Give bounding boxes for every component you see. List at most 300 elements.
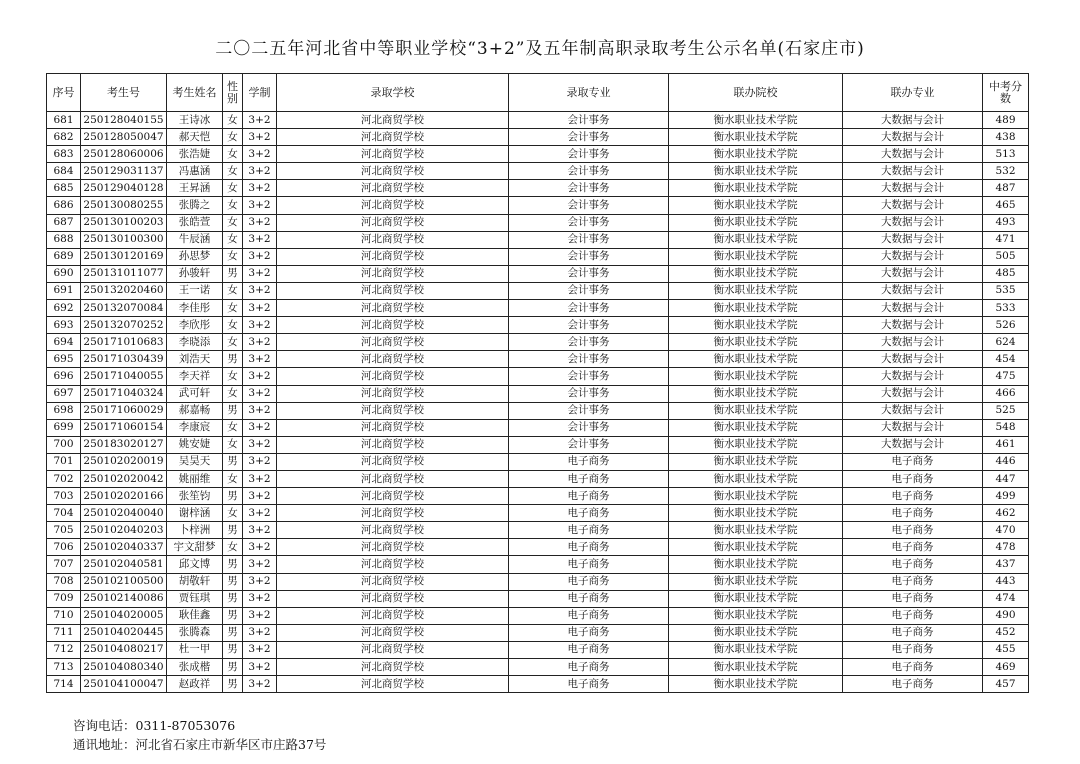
cell-score: 526 [983, 317, 1029, 334]
cell-exam-id: 250104020445 [81, 624, 167, 641]
cell-score: 478 [983, 539, 1029, 556]
cell-name: 张腾之 [167, 197, 223, 214]
cell-program: 3+2 [243, 676, 277, 693]
table-row [47, 146, 1029, 163]
cell-major: 会计事务 [509, 248, 669, 265]
cell-name: 张皓萱 [167, 214, 223, 231]
cell-gender: 男 [223, 556, 243, 573]
cell-index: 691 [47, 282, 81, 299]
cell-partner-major: 电子商务 [843, 607, 983, 624]
table-row [47, 385, 1029, 402]
cell-index: 684 [47, 163, 81, 180]
cell-name: 姚丽维 [167, 470, 223, 487]
cell-name: 宇文甜梦 [167, 539, 223, 556]
table-row [47, 522, 1029, 539]
cell-gender: 女 [223, 539, 243, 556]
cell-program: 3+2 [243, 197, 277, 214]
cell-partner-major: 电子商务 [843, 470, 983, 487]
cell-index: 700 [47, 436, 81, 453]
cell-program: 3+2 [243, 505, 277, 522]
cell-partner-college: 衡水职业技术学院 [669, 522, 843, 539]
table-row [47, 214, 1029, 231]
cell-index: 706 [47, 539, 81, 556]
cell-partner-college: 衡水职业技术学院 [669, 659, 843, 676]
cell-program: 3+2 [243, 470, 277, 487]
cell-program: 3+2 [243, 351, 277, 368]
cell-index: 704 [47, 505, 81, 522]
cell-name: 李佳彤 [167, 300, 223, 317]
cell-program: 3+2 [243, 129, 277, 146]
cell-name: 张腾森 [167, 624, 223, 641]
cell-index: 682 [47, 129, 81, 146]
cell-exam-id: 250104080340 [81, 659, 167, 676]
table-header-row [47, 74, 1029, 112]
table-row [47, 641, 1029, 658]
table-row [47, 300, 1029, 317]
col-header-partner-college: 联办院校 [669, 74, 843, 112]
cell-school: 河北商贸学校 [277, 436, 509, 453]
cell-index: 711 [47, 624, 81, 641]
cell-name: 王昇涵 [167, 180, 223, 197]
cell-partner-college: 衡水职业技术学院 [669, 129, 843, 146]
cell-partner-college: 衡水职业技术学院 [669, 539, 843, 556]
cell-exam-id: 250183020127 [81, 436, 167, 453]
cell-name: 耿佳鑫 [167, 607, 223, 624]
cell-partner-college: 衡水职业技术学院 [669, 505, 843, 522]
table-row [47, 248, 1029, 265]
cell-partner-major: 大数据与会计 [843, 163, 983, 180]
cell-gender: 女 [223, 214, 243, 231]
cell-major: 会计事务 [509, 163, 669, 180]
cell-partner-major: 电子商务 [843, 505, 983, 522]
cell-school: 河北商贸学校 [277, 522, 509, 539]
cell-program: 3+2 [243, 453, 277, 470]
cell-score: 454 [983, 351, 1029, 368]
table-row [47, 470, 1029, 487]
cell-school: 河北商贸学校 [277, 659, 509, 676]
cell-partner-college: 衡水职业技术学院 [669, 590, 843, 607]
cell-index: 687 [47, 214, 81, 231]
cell-index: 690 [47, 265, 81, 282]
table-row [47, 351, 1029, 368]
cell-program: 3+2 [243, 248, 277, 265]
cell-partner-college: 衡水职业技术学院 [669, 607, 843, 624]
cell-score: 447 [983, 470, 1029, 487]
col-header-gender: 性别 [223, 74, 243, 112]
cell-school: 河北商贸学校 [277, 539, 509, 556]
cell-name: 贾钰琪 [167, 590, 223, 607]
cell-partner-college: 衡水职业技术学院 [669, 402, 843, 419]
cell-score: 489 [983, 112, 1029, 129]
cell-school: 河北商贸学校 [277, 282, 509, 299]
cell-score: 505 [983, 248, 1029, 265]
cell-exam-id: 250130120169 [81, 248, 167, 265]
cell-school: 河北商贸学校 [277, 214, 509, 231]
cell-score: 533 [983, 300, 1029, 317]
cell-score: 438 [983, 129, 1029, 146]
cell-gender: 女 [223, 248, 243, 265]
table-row [47, 197, 1029, 214]
cell-gender: 女 [223, 180, 243, 197]
cell-gender: 女 [223, 436, 243, 453]
cell-index: 699 [47, 419, 81, 436]
cell-name: 孙骏轩 [167, 265, 223, 282]
cell-school: 河北商贸学校 [277, 351, 509, 368]
cell-partner-college: 衡水职业技术学院 [669, 112, 843, 129]
cell-partner-college: 衡水职业技术学院 [669, 368, 843, 385]
cell-major: 电子商务 [509, 522, 669, 539]
cell-major: 会计事务 [509, 385, 669, 402]
cell-name: 刘浩天 [167, 351, 223, 368]
cell-major: 会计事务 [509, 436, 669, 453]
table-row [47, 317, 1029, 334]
cell-program: 3+2 [243, 112, 277, 129]
cell-partner-major: 电子商务 [843, 539, 983, 556]
cell-partner-major: 电子商务 [843, 453, 983, 470]
cell-major: 电子商务 [509, 676, 669, 693]
cell-partner-major: 大数据与会计 [843, 334, 983, 351]
table-row [47, 624, 1029, 641]
cell-name: 李天祥 [167, 368, 223, 385]
cell-partner-major: 大数据与会计 [843, 436, 983, 453]
cell-program: 3+2 [243, 659, 277, 676]
cell-score: 470 [983, 522, 1029, 539]
cell-exam-id: 250171060029 [81, 402, 167, 419]
cell-name: 吴昊天 [167, 453, 223, 470]
cell-name: 孙思梦 [167, 248, 223, 265]
cell-program: 3+2 [243, 556, 277, 573]
cell-major: 会计事务 [509, 300, 669, 317]
cell-score: 485 [983, 265, 1029, 282]
cell-index: 685 [47, 180, 81, 197]
cell-score: 474 [983, 590, 1029, 607]
cell-index: 688 [47, 231, 81, 248]
cell-name: 牛辰涵 [167, 231, 223, 248]
cell-gender: 男 [223, 488, 243, 505]
cell-score: 532 [983, 163, 1029, 180]
cell-program: 3+2 [243, 539, 277, 556]
cell-name: 张成楷 [167, 659, 223, 676]
cell-exam-id: 250102020019 [81, 453, 167, 470]
cell-partner-major: 大数据与会计 [843, 231, 983, 248]
cell-major: 电子商务 [509, 624, 669, 641]
cell-major: 电子商务 [509, 556, 669, 573]
cell-index: 698 [47, 402, 81, 419]
cell-gender: 男 [223, 265, 243, 282]
cell-score: 475 [983, 368, 1029, 385]
cell-gender: 女 [223, 231, 243, 248]
table-row [47, 607, 1029, 624]
cell-name: 武可轩 [167, 385, 223, 402]
cell-gender: 男 [223, 453, 243, 470]
cell-program: 3+2 [243, 282, 277, 299]
cell-gender: 女 [223, 505, 243, 522]
cell-program: 3+2 [243, 231, 277, 248]
cell-program: 3+2 [243, 300, 277, 317]
cell-partner-major: 大数据与会计 [843, 351, 983, 368]
cell-partner-college: 衡水职业技术学院 [669, 180, 843, 197]
cell-major: 会计事务 [509, 112, 669, 129]
cell-partner-major: 大数据与会计 [843, 317, 983, 334]
cell-program: 3+2 [243, 146, 277, 163]
cell-name: 谢梓涵 [167, 505, 223, 522]
table-row [47, 556, 1029, 573]
cell-partner-major: 电子商务 [843, 556, 983, 573]
cell-gender: 男 [223, 351, 243, 368]
cell-partner-major: 电子商务 [843, 488, 983, 505]
cell-program: 3+2 [243, 265, 277, 282]
cell-school: 河北商贸学校 [277, 402, 509, 419]
cell-partner-major: 大数据与会计 [843, 300, 983, 317]
cell-major: 会计事务 [509, 180, 669, 197]
cell-index: 710 [47, 607, 81, 624]
cell-exam-id: 250128060006 [81, 146, 167, 163]
cell-gender: 男 [223, 402, 243, 419]
cell-score: 535 [983, 282, 1029, 299]
cell-major: 会计事务 [509, 402, 669, 419]
cell-exam-id: 250102020042 [81, 470, 167, 487]
cell-score: 548 [983, 419, 1029, 436]
cell-exam-id: 250104020005 [81, 607, 167, 624]
cell-score: 471 [983, 231, 1029, 248]
cell-partner-college: 衡水职业技术学院 [669, 419, 843, 436]
cell-name: 王诗冰 [167, 112, 223, 129]
cell-score: 455 [983, 641, 1029, 658]
cell-score: 487 [983, 180, 1029, 197]
cell-partner-college: 衡水职业技术学院 [669, 163, 843, 180]
cell-index: 702 [47, 470, 81, 487]
cell-exam-id: 250171010683 [81, 334, 167, 351]
table-row [47, 453, 1029, 470]
cell-exam-id: 250102040581 [81, 556, 167, 573]
cell-partner-college: 衡水职业技术学院 [669, 197, 843, 214]
cell-exam-id: 250104080217 [81, 641, 167, 658]
cell-index: 707 [47, 556, 81, 573]
cell-program: 3+2 [243, 368, 277, 385]
cell-index: 683 [47, 146, 81, 163]
cell-name: 杜一甲 [167, 641, 223, 658]
cell-school: 河北商贸学校 [277, 385, 509, 402]
cell-partner-college: 衡水职业技术学院 [669, 641, 843, 658]
cell-score: 493 [983, 214, 1029, 231]
cell-gender: 女 [223, 146, 243, 163]
cell-gender: 女 [223, 282, 243, 299]
cell-score: 461 [983, 436, 1029, 453]
cell-program: 3+2 [243, 402, 277, 419]
cell-partner-major: 大数据与会计 [843, 282, 983, 299]
cell-partner-major: 大数据与会计 [843, 265, 983, 282]
cell-name: 姚安婕 [167, 436, 223, 453]
cell-index: 701 [47, 453, 81, 470]
cell-partner-major: 电子商务 [843, 641, 983, 658]
cell-gender: 女 [223, 112, 243, 129]
cell-school: 河北商贸学校 [277, 556, 509, 573]
table-row [47, 505, 1029, 522]
cell-exam-id: 250128040155 [81, 112, 167, 129]
contact-address: 通讯地址：河北省石家庄市新华区市庄路37号 [73, 737, 327, 752]
page-title: 二〇二五年河北省中等职业学校“3+2”及五年制高职录取考生公示名单(石家庄市) [215, 39, 865, 59]
cell-exam-id: 250171040055 [81, 368, 167, 385]
cell-major: 会计事务 [509, 351, 669, 368]
cell-major: 会计事务 [509, 282, 669, 299]
table-row [47, 129, 1029, 146]
cell-school: 河北商贸学校 [277, 607, 509, 624]
cell-partner-major: 电子商务 [843, 590, 983, 607]
cell-name: 赵政祥 [167, 676, 223, 693]
cell-partner-college: 衡水职业技术学院 [669, 624, 843, 641]
cell-partner-college: 衡水职业技术学院 [669, 556, 843, 573]
cell-partner-college: 衡水职业技术学院 [669, 300, 843, 317]
cell-partner-college: 衡水职业技术学院 [669, 214, 843, 231]
cell-school: 河北商贸学校 [277, 317, 509, 334]
cell-exam-id: 250130080255 [81, 197, 167, 214]
cell-school: 河北商贸学校 [277, 197, 509, 214]
cell-major: 电子商务 [509, 641, 669, 658]
cell-name: 王一诺 [167, 282, 223, 299]
cell-score: 457 [983, 676, 1029, 693]
contact-phone: 咨询电话：0311-87053076 [73, 718, 236, 733]
cell-score: 446 [983, 453, 1029, 470]
table-row [47, 334, 1029, 351]
col-header-index: 序号 [47, 74, 81, 112]
cell-major: 会计事务 [509, 231, 669, 248]
cell-gender: 女 [223, 317, 243, 334]
cell-gender: 男 [223, 641, 243, 658]
cell-partner-college: 衡水职业技术学院 [669, 282, 843, 299]
cell-partner-major: 大数据与会计 [843, 419, 983, 436]
cell-name: 张笙钧 [167, 488, 223, 505]
col-header-exam-id: 考生号 [81, 74, 167, 112]
cell-gender: 女 [223, 368, 243, 385]
table-row [47, 282, 1029, 299]
table-row [47, 488, 1029, 505]
cell-exam-id: 250102140086 [81, 590, 167, 607]
cell-school: 河北商贸学校 [277, 453, 509, 470]
cell-partner-major: 大数据与会计 [843, 368, 983, 385]
cell-name: 卜梓洲 [167, 522, 223, 539]
cell-major: 电子商务 [509, 573, 669, 590]
cell-index: 713 [47, 659, 81, 676]
cell-major: 电子商务 [509, 590, 669, 607]
cell-major: 会计事务 [509, 197, 669, 214]
cell-name: 郝天恺 [167, 129, 223, 146]
col-header-name: 考生姓名 [167, 74, 223, 112]
cell-partner-college: 衡水职业技术学院 [669, 676, 843, 693]
cell-partner-major: 大数据与会计 [843, 214, 983, 231]
cell-program: 3+2 [243, 385, 277, 402]
cell-exam-id: 250128050047 [81, 129, 167, 146]
cell-school: 河北商贸学校 [277, 112, 509, 129]
cell-name: 李康宸 [167, 419, 223, 436]
cell-index: 708 [47, 573, 81, 590]
cell-exam-id: 250129031137 [81, 163, 167, 180]
cell-partner-major: 电子商务 [843, 659, 983, 676]
admission-table [46, 73, 1029, 693]
cell-score: 624 [983, 334, 1029, 351]
cell-school: 河北商贸学校 [277, 641, 509, 658]
cell-school: 河北商贸学校 [277, 265, 509, 282]
cell-partner-college: 衡水职业技术学院 [669, 231, 843, 248]
cell-program: 3+2 [243, 163, 277, 180]
cell-index: 714 [47, 676, 81, 693]
cell-gender: 男 [223, 659, 243, 676]
col-header-program: 学制 [243, 74, 277, 112]
cell-school: 河北商贸学校 [277, 590, 509, 607]
cell-partner-college: 衡水职业技术学院 [669, 436, 843, 453]
cell-school: 河北商贸学校 [277, 624, 509, 641]
cell-program: 3+2 [243, 590, 277, 607]
cell-gender: 男 [223, 607, 243, 624]
table-row [47, 659, 1029, 676]
table-row [47, 590, 1029, 607]
table-row [47, 265, 1029, 282]
cell-major: 电子商务 [509, 488, 669, 505]
cell-index: 695 [47, 351, 81, 368]
cell-major: 电子商务 [509, 470, 669, 487]
cell-partner-major: 大数据与会计 [843, 385, 983, 402]
cell-school: 河北商贸学校 [277, 676, 509, 693]
cell-exam-id: 250132070252 [81, 317, 167, 334]
cell-major: 电子商务 [509, 453, 669, 470]
cell-program: 3+2 [243, 436, 277, 453]
cell-index: 697 [47, 385, 81, 402]
cell-partner-major: 大数据与会计 [843, 129, 983, 146]
col-header-partner-major: 联办专业 [843, 74, 983, 112]
cell-partner-college: 衡水职业技术学院 [669, 146, 843, 163]
cell-exam-id: 250102100500 [81, 573, 167, 590]
table-row [47, 676, 1029, 693]
cell-partner-college: 衡水职业技术学院 [669, 573, 843, 590]
cell-school: 河北商贸学校 [277, 231, 509, 248]
cell-index: 686 [47, 197, 81, 214]
cell-score: 443 [983, 573, 1029, 590]
cell-school: 河北商贸学校 [277, 470, 509, 487]
cell-exam-id: 250171030439 [81, 351, 167, 368]
table-row [47, 419, 1029, 436]
cell-score: 469 [983, 659, 1029, 676]
cell-index: 705 [47, 522, 81, 539]
cell-program: 3+2 [243, 334, 277, 351]
cell-partner-major: 电子商务 [843, 676, 983, 693]
cell-index: 709 [47, 590, 81, 607]
cell-index: 693 [47, 317, 81, 334]
cell-major: 会计事务 [509, 334, 669, 351]
cell-exam-id: 250129040128 [81, 180, 167, 197]
cell-major: 会计事务 [509, 419, 669, 436]
cell-partner-college: 衡水职业技术学院 [669, 385, 843, 402]
table-row [47, 180, 1029, 197]
cell-partner-major: 电子商务 [843, 624, 983, 641]
cell-exam-id: 250130100300 [81, 231, 167, 248]
table-row [47, 231, 1029, 248]
table-row [47, 163, 1029, 180]
cell-index: 712 [47, 641, 81, 658]
cell-partner-college: 衡水职业技术学院 [669, 351, 843, 368]
cell-major: 电子商务 [509, 539, 669, 556]
cell-gender: 女 [223, 300, 243, 317]
cell-index: 692 [47, 300, 81, 317]
col-header-major: 录取专业 [509, 74, 669, 112]
cell-score: 466 [983, 385, 1029, 402]
cell-name: 郝嘉畅 [167, 402, 223, 419]
cell-school: 河北商贸学校 [277, 146, 509, 163]
cell-school: 河北商贸学校 [277, 180, 509, 197]
cell-program: 3+2 [243, 317, 277, 334]
cell-gender: 男 [223, 624, 243, 641]
cell-name: 胡敬轩 [167, 573, 223, 590]
cell-partner-major: 大数据与会计 [843, 248, 983, 265]
cell-partner-college: 衡水职业技术学院 [669, 488, 843, 505]
